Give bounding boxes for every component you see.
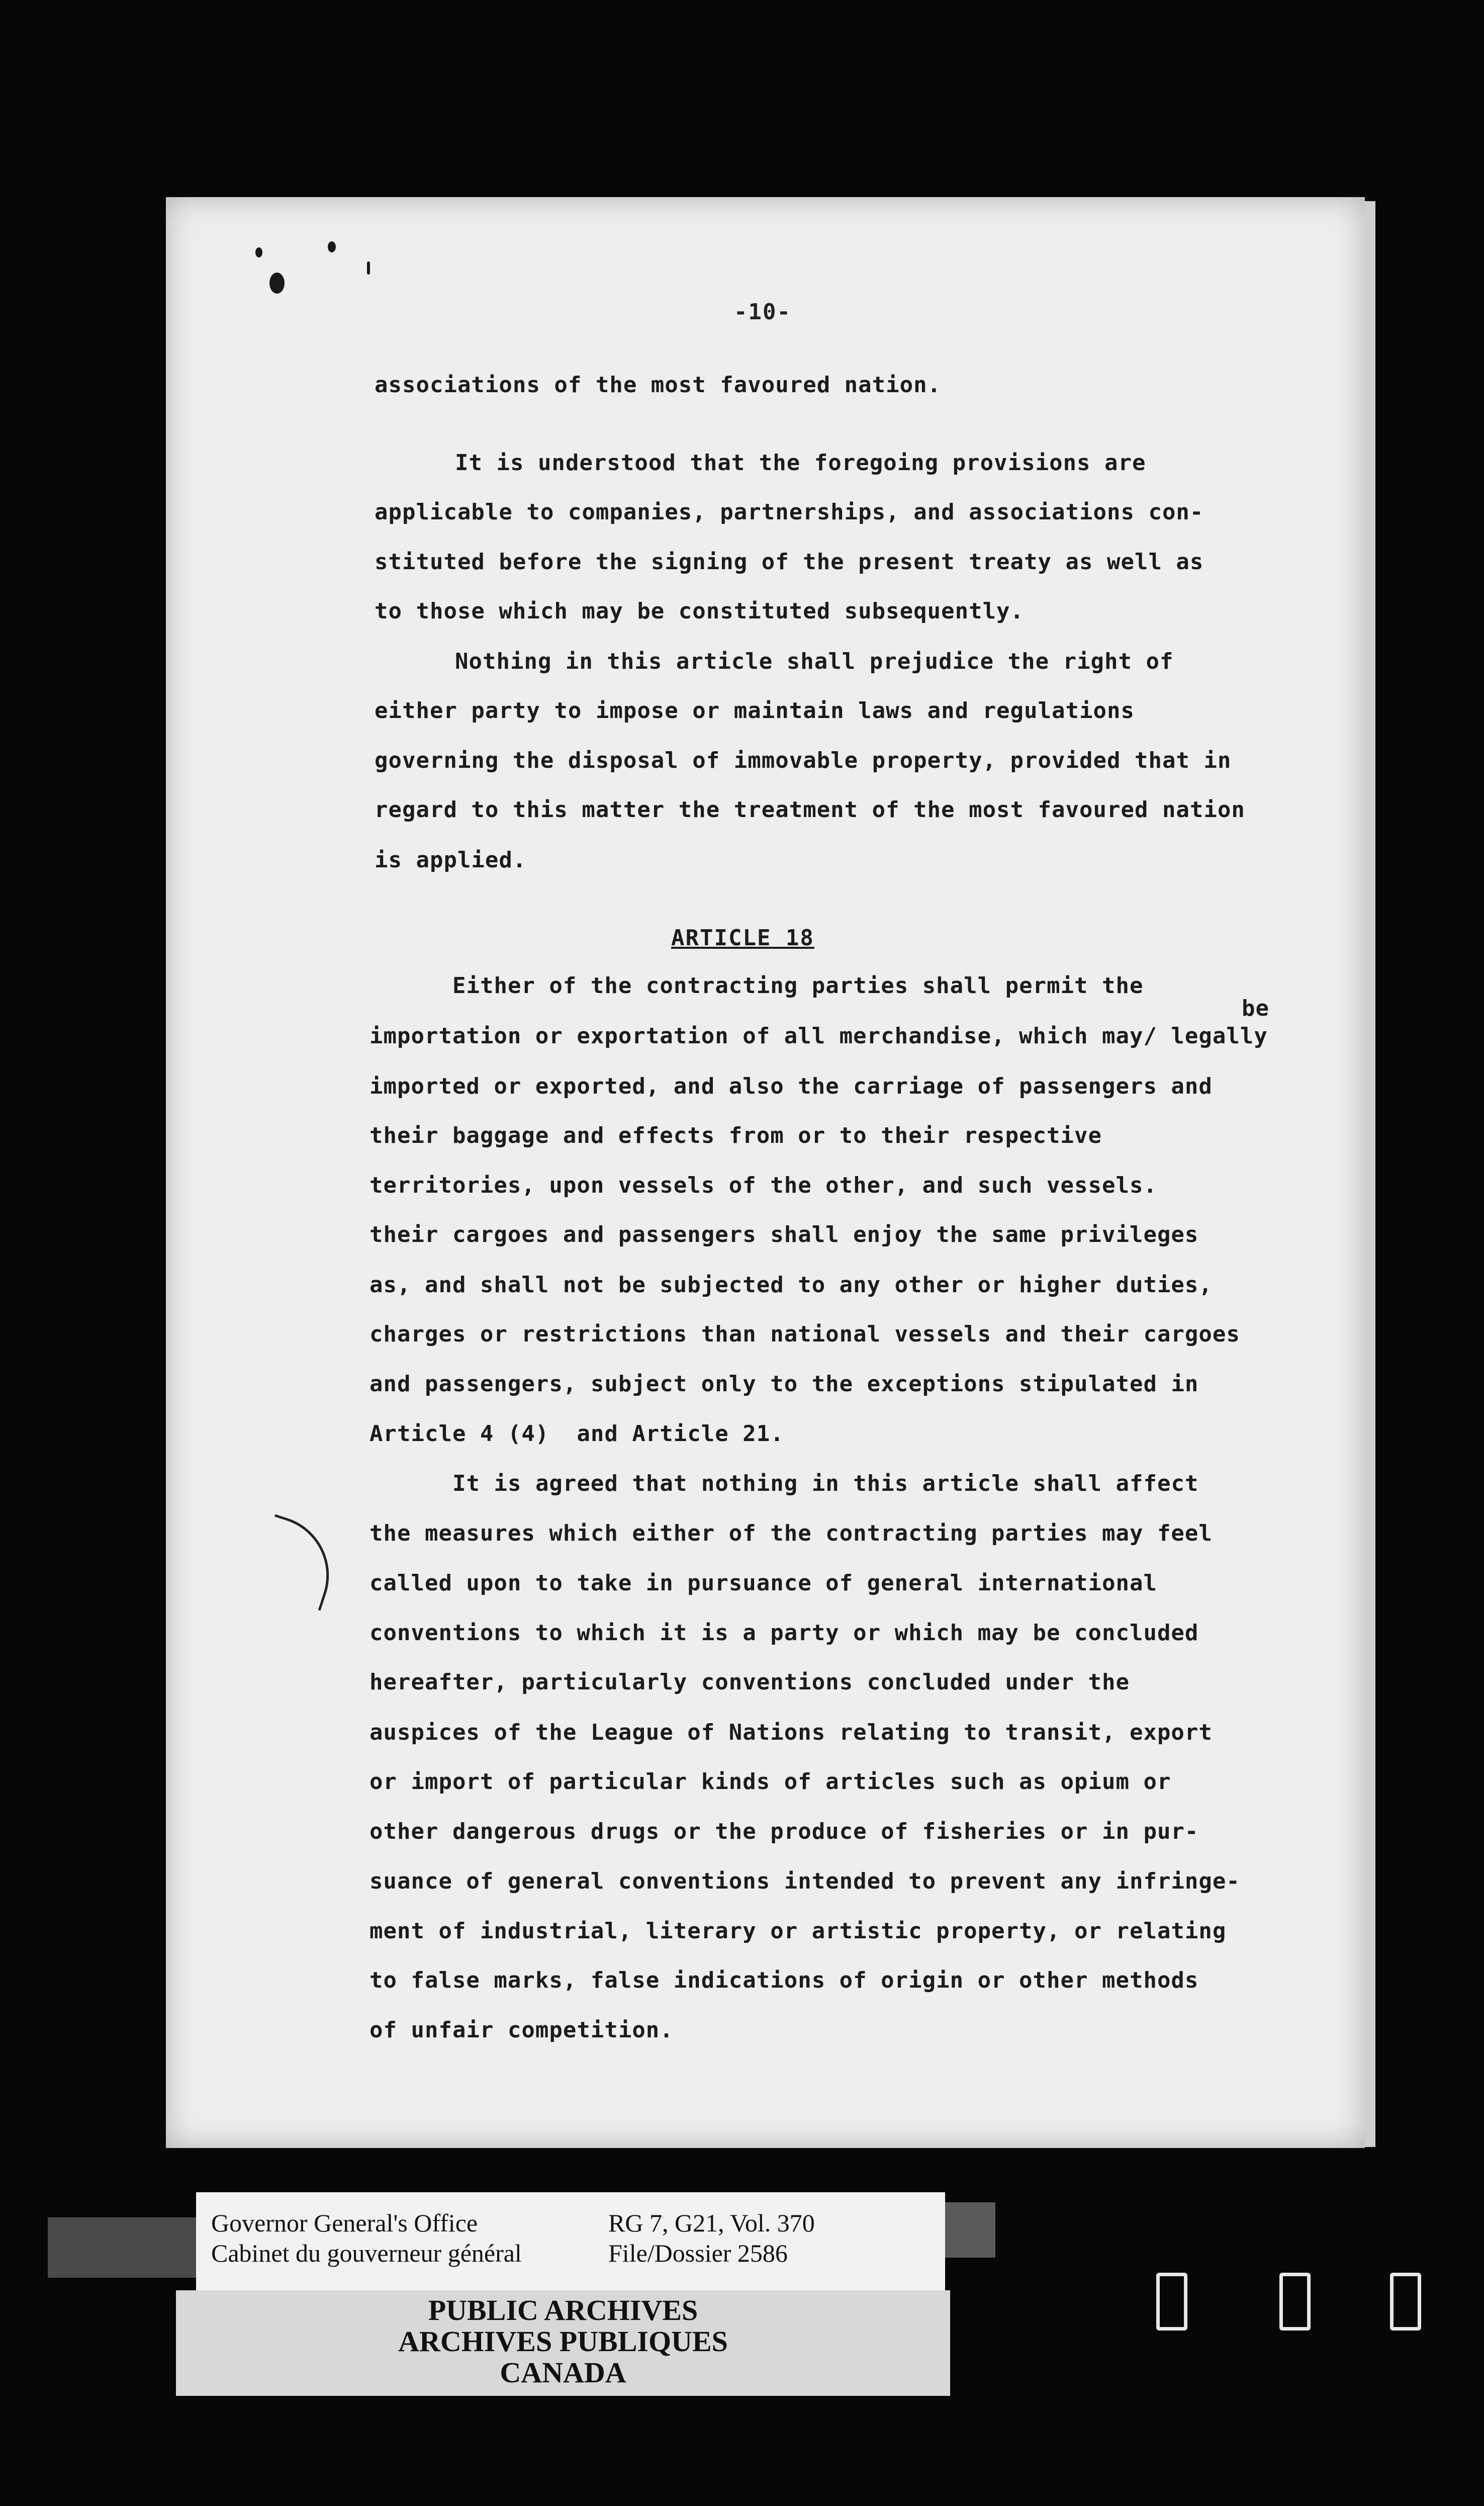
ink-speck [328,241,336,252]
ink-speck [367,261,370,275]
file-reference: File/Dossier 2586 [608,2239,788,2267]
article-line: territories, upon vessels of the other, and such vessels. [369,1173,1157,1198]
article-line: charges or restrictions than national vessels and their cargoes [369,1321,1240,1347]
archive-reference-label [196,2192,945,2293]
public-archives-stamp [176,2290,950,2396]
text-line: It is understood that the foregoing provisions are [455,450,1146,476]
article-line: suance of general conventions intended to prevent any infringe- [369,1868,1240,1894]
office-name-en: Governor General's Office [211,2209,478,2237]
article-line: the measures which either of the contracting parties may feel [369,1520,1213,1546]
label-left-tab [48,2217,199,2278]
label-right-tab [945,2202,995,2258]
article-line: importation or exportation of all merchandise, which may/ legally [369,1023,1268,1049]
text-line: regard to this matter the treatment of the most favoured nation [375,797,1245,823]
article-line: hereafter, particularly conventions concluded under the [369,1669,1130,1695]
text-line: associations of the most favoured nation. [375,372,942,398]
article-line: as, and shall not be subjected to any other or higher duties, [369,1272,1213,1298]
article-line: or import of particular kinds of articles such as opium or [369,1769,1171,1795]
text-line: to those which may be constituted subsequently. [375,598,1025,624]
stamp-line-3: CANADA [500,2356,626,2389]
frame-digit [1279,2273,1311,2331]
article-line: of unfair competition. [369,2017,674,2043]
article-line: auspices of the League of Nations relating to transit, export [369,1720,1213,1745]
text-line: governing the disposal of immovable property, provided that in [375,748,1232,773]
frame-number: 0 0 0 [1151,2343,1167,2349]
article-line: conventions to which it is a party or which may be concluded [369,1620,1199,1646]
article-line: to false marks, false indications of origin or other methods [369,1967,1199,1993]
text-line: either party to impose or maintain laws and regulations [375,698,1135,724]
ink-speck [269,273,285,294]
text-line: is applied. [375,847,527,873]
page-number: -10- [734,299,791,325]
article-heading: ARTICLE 18 [671,925,814,951]
frame-digit [1156,2273,1187,2331]
interlinear-insert: be [1242,996,1269,1021]
office-name-fr: Cabinet du gouverneur général [211,2239,522,2267]
article-line: Either of the contracting parties shall permit the [452,973,1144,999]
article-line: It is agreed that nothing in this article shall affect [452,1471,1199,1496]
article-line: Article 4 (4) and Article 21. [369,1421,784,1447]
article-line: imported or exported, and also the carriage of passengers and [369,1073,1213,1099]
article-line: ment of industrial, literary or artistic property, or relating [369,1918,1227,1944]
frame-digit [1390,2273,1421,2331]
ink-speck [255,247,262,257]
text-line: applicable to companies, partnerships, and associations con- [375,499,1204,525]
article-line: their cargoes and passengers shall enjoy the same privileges [369,1222,1199,1247]
stamp-line-1: PUBLIC ARCHIVES [428,2294,698,2326]
text-line: stituted before the signing of the present treaty as well as [375,549,1204,575]
article-line: and passengers, subject only to the exceptions stipulated in [369,1371,1199,1397]
record-group-reference: RG 7, G21, Vol. 370 [608,2209,815,2237]
stamp-line-2: ARCHIVES PUBLIQUES [398,2325,728,2358]
article-line: other dangerous drugs or the produce of fisheries or in pur- [369,1819,1199,1844]
article-line: called upon to take in pursuance of general international [369,1570,1157,1596]
article-line: their baggage and effects from or to their respective [369,1123,1102,1148]
text-line: Nothing in this article shall prejudice the right of [455,649,1174,674]
